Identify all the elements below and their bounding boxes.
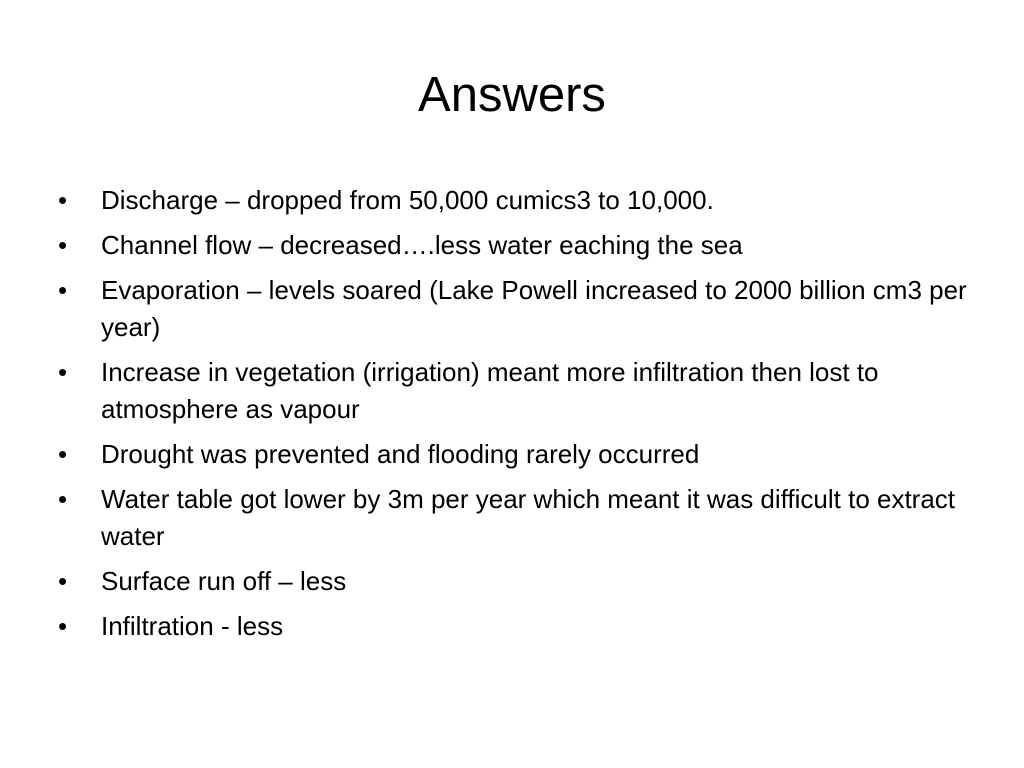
- bullet-item: [58, 354, 978, 428]
- bullet-item: [58, 272, 978, 346]
- bullet-text: Drought was prevented and flooding rarely occurred: [101, 439, 700, 469]
- bullet-text: Water table got lower by 3m per year which meant it was difficult to extract water: [101, 484, 956, 551]
- bullet-text: Surface run off – less: [101, 566, 347, 596]
- bullet-item: [58, 563, 978, 600]
- bullet-text: Infiltration - less: [101, 611, 284, 641]
- bullet-text: Discharge – dropped from 50,000 cumics3 to 10,000.: [101, 185, 714, 215]
- bullet-item: [58, 182, 978, 219]
- bullet-icon: •: [58, 357, 68, 387]
- bullet-icon: •: [58, 230, 68, 260]
- bullet-icon: •: [58, 439, 68, 469]
- bullet-item: [58, 227, 978, 264]
- bullet-item: [58, 481, 978, 555]
- bullet-icon: •: [58, 484, 68, 514]
- bullet-text: Channel flow – decreased….less water eaching the sea: [101, 230, 743, 260]
- bullet-text: Increase in vegetation (irrigation) meant more infiltration then lost to atmosphere as vapour: [101, 357, 879, 424]
- bullet-icon: •: [58, 611, 68, 641]
- bullet-icon: •: [58, 185, 68, 215]
- bullet-icon: •: [58, 275, 68, 305]
- bullet-item: [58, 436, 978, 473]
- bullet-item: [58, 608, 978, 645]
- bullet-icon: •: [58, 566, 68, 596]
- bullet-list: [58, 182, 978, 653]
- slide-title: Answers: [418, 68, 606, 122]
- bullet-text: Evaporation – levels soared (Lake Powell increased to 2000 billion cm3 per year): [101, 275, 967, 342]
